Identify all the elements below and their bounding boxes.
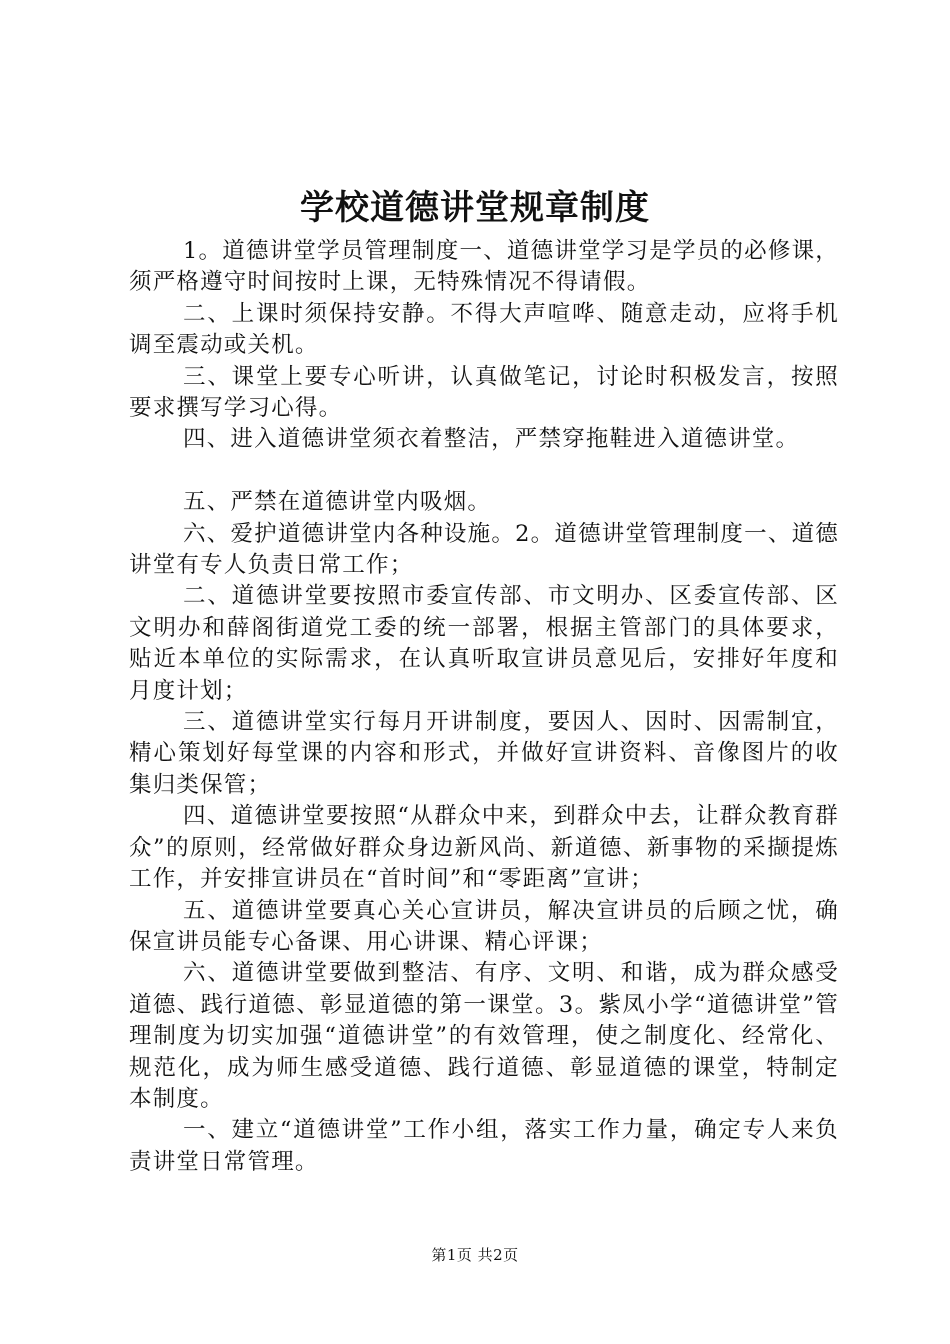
paragraph: 五、严禁在道德讲堂内吸烟。: [183, 489, 492, 516]
paragraph: 二、道德讲堂要按照市委宣传部、市文明办、区委宣传部、区文明办和薛阁街道党工委的统一部署，根据主管部门的具体要求，贴近本单位的实际需求，在认真听取宣讲员意见后，安排好年度和月度计划；: [129, 583, 839, 704]
paragraph: 1。道德讲堂学员管理制度一、道德讲堂学习是学员的必修课，须严格遵守时间按时上课，无特殊情况不得请假。: [129, 238, 839, 296]
paragraph: 三、课堂上要专心听讲，认真做笔记，讨论时积极发言，按照要求撰写学习心得。: [129, 363, 839, 422]
paragraph: 一、建立“道德讲堂”工作小组，落实工作力量，确定专人来负责讲堂日常管理。: [129, 1117, 839, 1175]
paragraph: 三、道德讲堂实行每月开讲制度，要因人、因时、因需制宜，精心策划好每堂课的内容和形式，并做好宣讲资料、音像图片的收集归类保管；: [129, 709, 839, 798]
document-title: 学校道德讲堂规章制度: [300, 188, 650, 228]
paragraph: 四、道德讲堂要按照“从群众中来，到群众中去，让群众教育群众”的原则，经常做好群众身边新风尚、新道德、新事物的采撷提炼工作，并安排宣讲员在“首时间”和“零距离”宣讲；: [129, 803, 839, 893]
paragraph: 四、进入道德讲堂须衣着整洁，严禁穿拖鞋进入道德讲堂。: [183, 426, 800, 453]
paragraph: 六、爱护道德讲堂内各种设施。2。道德讲堂管理制度一、道德讲堂有专人负责日常工作；: [129, 520, 839, 579]
paragraph: 六、道德讲堂要做到整洁、有序、文明、和谐，成为群众感受道德、践行道德、彰显道德的第一课堂。3。紫凤小学“道德讲堂”管理制度为切实加强“道德讲堂”的有效管理，使之制度化、经常化、规范化，成为师生感受道德、践行道德、彰显道德的课堂，特制定本制度。: [129, 960, 839, 1112]
page-footer: 第1页 共2页: [431, 1246, 519, 1264]
paragraph: 五、道德讲堂要真心关心宣讲员，解决宣讲员的后顾之忧，确保宣讲员能专心备课、用心讲课、精心评课；: [129, 897, 839, 955]
paragraph: 二、上课时须保持安静。不得大声喧哗、随意走动，应将手机调至震动或关机。: [129, 300, 839, 359]
document-body: [129, 236, 839, 1178]
